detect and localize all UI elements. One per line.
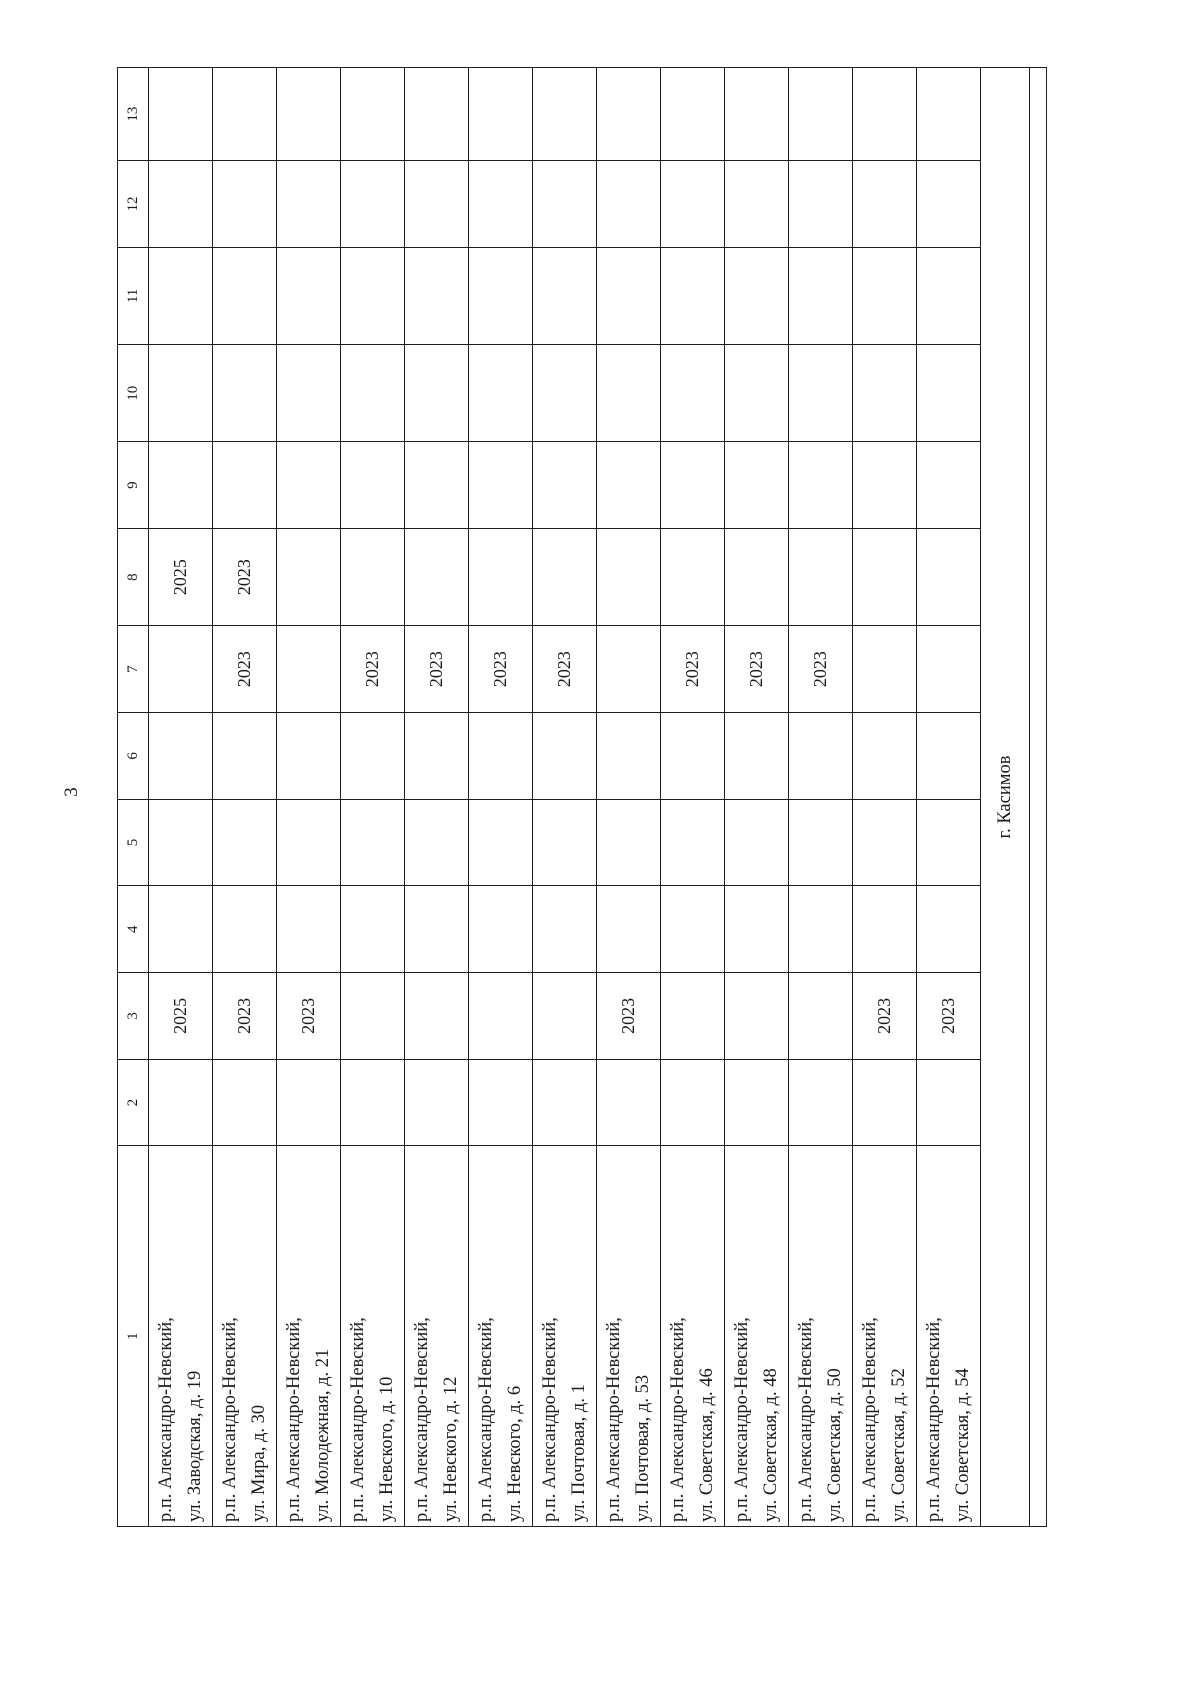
header-cell: 4: [118, 886, 149, 973]
year-cell-c8: [405, 529, 469, 626]
year-cell-c10: [725, 345, 789, 442]
year-cell-c2: [469, 1059, 533, 1146]
address-line-settlement: р.п. Александро-Невский,: [539, 1317, 560, 1522]
year-cell-c12: [405, 161, 469, 248]
year-cell-c10: [789, 345, 853, 442]
table-row: [341, 68, 405, 1527]
year-cell-c7: 2023: [789, 626, 853, 713]
address-cell: [213, 1146, 277, 1527]
year-cell-c8: 2023: [213, 529, 277, 626]
address-cell: [277, 1146, 341, 1527]
empty-row: [1030, 68, 1047, 1527]
address-line-street: ул. Почтовая, д. 53: [632, 1374, 653, 1522]
address-cell: [149, 1146, 213, 1527]
year-cell-c9: [405, 442, 469, 529]
address-line-settlement: р.п. Александро-Невский,: [731, 1317, 752, 1522]
year-cell-c3: 2023: [213, 973, 277, 1060]
year-cell-c8: [597, 529, 661, 626]
year-cell-c12: [853, 161, 917, 248]
year-cell-c7: [917, 626, 981, 713]
address-cell: [341, 1146, 405, 1527]
year-cell-c7: 2023: [725, 626, 789, 713]
table-row: [149, 68, 213, 1527]
year-cell-c12: [469, 161, 533, 248]
section-title: г. Касимов: [981, 68, 1030, 1527]
year-cell-c8: [469, 529, 533, 626]
year-cell-c3: [725, 973, 789, 1060]
year-cell-c12: [341, 161, 405, 248]
year-cell-c6: [853, 712, 917, 799]
schedule-table: [117, 67, 1047, 1527]
address-cell: [853, 1146, 917, 1527]
year-cell-c5: [853, 799, 917, 886]
year-cell-c7: 2023: [661, 626, 725, 713]
address-line-settlement: р.п. Александро-Невский,: [475, 1317, 496, 1522]
table-row: [917, 68, 981, 1527]
address-line-settlement: р.п. Александро-Невский,: [603, 1317, 624, 1522]
year-cell-c13: [277, 68, 341, 161]
table-row: [405, 68, 469, 1527]
year-cell-c9: [213, 442, 277, 529]
table-row: [277, 68, 341, 1527]
year-cell-c7: 2023: [341, 626, 405, 713]
year-cell-c5: [277, 799, 341, 886]
address-line-settlement: р.п. Александро-Невский,: [859, 1317, 880, 1522]
address-line-street: ул. Советская, д. 48: [760, 1368, 781, 1522]
year-cell-c5: [469, 799, 533, 886]
year-cell-c2: [661, 1059, 725, 1146]
year-cell-c6: [661, 712, 725, 799]
year-cell-c9: [661, 442, 725, 529]
header-cell: 7: [118, 626, 149, 713]
year-cell-c10: [533, 345, 597, 442]
address-line-street: ул. Почтовая, д. 1: [568, 1384, 589, 1522]
year-cell-c6: [597, 712, 661, 799]
year-cell-c11: [533, 247, 597, 344]
year-cell-c6: [149, 712, 213, 799]
year-cell-c10: [597, 345, 661, 442]
address-line-settlement: р.п. Александро-Невский,: [411, 1317, 432, 1522]
address-cell: [789, 1146, 853, 1527]
year-cell-c9: [853, 442, 917, 529]
year-cell-c4: [789, 886, 853, 973]
address-line-settlement: р.п. Александро-Невский,: [283, 1317, 304, 1522]
header-cell: 3: [118, 973, 149, 1060]
year-cell-c5: [341, 799, 405, 886]
year-cell-c8: 2025: [149, 529, 213, 626]
year-cell-c5: [149, 799, 213, 886]
year-cell-c11: [789, 247, 853, 344]
header-cell: 12: [118, 161, 149, 248]
year-cell-c4: [277, 886, 341, 973]
year-cell-c12: [789, 161, 853, 248]
address-line-settlement: р.п. Александро-Невский,: [219, 1317, 240, 1522]
address-cell: [533, 1146, 597, 1527]
year-cell-c4: [405, 886, 469, 973]
year-cell-c13: [853, 68, 917, 161]
year-cell-c8: [917, 529, 981, 626]
header-row: [118, 68, 149, 1527]
address-line-street: ул. Невского, д. 10: [376, 1376, 397, 1522]
year-cell-c8: [277, 529, 341, 626]
year-cell-c10: [469, 345, 533, 442]
year-cell-c4: [661, 886, 725, 973]
year-cell-c3: [661, 973, 725, 1060]
table-row: [533, 68, 597, 1527]
year-cell-c10: [341, 345, 405, 442]
year-cell-c6: [213, 712, 277, 799]
year-cell-c4: [341, 886, 405, 973]
year-cell-c10: [277, 345, 341, 442]
year-cell-c7: [277, 626, 341, 713]
address-line-settlement: р.п. Александро-Невский,: [347, 1317, 368, 1522]
year-cell-c3: [789, 973, 853, 1060]
year-cell-c13: [533, 68, 597, 161]
year-cell-c11: [917, 247, 981, 344]
year-cell-c4: [213, 886, 277, 973]
year-cell-c12: [725, 161, 789, 248]
address-line-street: ул. Заводская, д. 19: [184, 1370, 205, 1522]
year-cell-c3: 2023: [853, 973, 917, 1060]
year-cell-c10: [405, 345, 469, 442]
year-cell-c6: [341, 712, 405, 799]
year-cell-c8: [341, 529, 405, 626]
table-row: [597, 68, 661, 1527]
year-cell-c13: [149, 68, 213, 161]
year-cell-c2: [405, 1059, 469, 1146]
address-line-street: ул. Советская, д. 52: [888, 1368, 909, 1522]
year-cell-c11: [341, 247, 405, 344]
year-cell-c11: [213, 247, 277, 344]
year-cell-c10: [853, 345, 917, 442]
year-cell-c2: [853, 1059, 917, 1146]
year-cell-c13: [597, 68, 661, 161]
year-cell-c5: [533, 799, 597, 886]
address-line-street: ул. Невского, д. 6: [504, 1385, 525, 1522]
year-cell-c12: [149, 161, 213, 248]
year-cell-c11: [277, 247, 341, 344]
year-cell-c4: [853, 886, 917, 973]
year-cell-c2: [341, 1059, 405, 1146]
year-cell-c3: 2025: [149, 973, 213, 1060]
year-cell-c8: [789, 529, 853, 626]
year-cell-c4: [917, 886, 981, 973]
year-cell-c10: [213, 345, 277, 442]
year-cell-c7: [149, 626, 213, 713]
year-cell-c2: [533, 1059, 597, 1146]
year-cell-c13: [213, 68, 277, 161]
year-cell-c7: [853, 626, 917, 713]
year-cell-c9: [917, 442, 981, 529]
page-number: 3: [61, 787, 82, 797]
header-cell: 9: [118, 442, 149, 529]
header-cell: 6: [118, 712, 149, 799]
year-cell-c12: [213, 161, 277, 248]
table-row: [661, 68, 725, 1527]
year-cell-c13: [405, 68, 469, 161]
year-cell-c2: [725, 1059, 789, 1146]
year-cell-c10: [149, 345, 213, 442]
empty-cell: [1030, 68, 1047, 1527]
year-cell-c3: 2023: [917, 973, 981, 1060]
year-cell-c6: [533, 712, 597, 799]
year-cell-c8: [725, 529, 789, 626]
year-cell-c13: [917, 68, 981, 161]
year-cell-c9: [469, 442, 533, 529]
year-cell-c3: 2023: [277, 973, 341, 1060]
year-cell-c3: [533, 973, 597, 1060]
year-cell-c2: [149, 1059, 213, 1146]
header-cell: 11: [118, 247, 149, 344]
table-row: [789, 68, 853, 1527]
year-cell-c4: [149, 886, 213, 973]
year-cell-c2: [597, 1059, 661, 1146]
header-cell: 1: [118, 1146, 149, 1527]
year-cell-c2: [277, 1059, 341, 1146]
address-line-settlement: р.п. Александро-Невский,: [155, 1317, 176, 1522]
address-cell: [597, 1146, 661, 1527]
year-cell-c13: [725, 68, 789, 161]
year-cell-c9: [533, 442, 597, 529]
year-cell-c13: [341, 68, 405, 161]
year-cell-c7: 2023: [533, 626, 597, 713]
year-cell-c11: [661, 247, 725, 344]
address-cell: [917, 1146, 981, 1527]
header-cell: 8: [118, 529, 149, 626]
year-cell-c11: [853, 247, 917, 344]
header-cell: 13: [118, 68, 149, 161]
year-cell-c11: [469, 247, 533, 344]
table-container: [117, 67, 1047, 1527]
year-cell-c5: [789, 799, 853, 886]
year-cell-c2: [917, 1059, 981, 1146]
header-cell: 5: [118, 799, 149, 886]
year-cell-c6: [725, 712, 789, 799]
address-cell: [405, 1146, 469, 1527]
year-cell-c2: [789, 1059, 853, 1146]
table-body: [149, 68, 1047, 1527]
year-cell-c8: [661, 529, 725, 626]
year-cell-c7: 2023: [405, 626, 469, 713]
year-cell-c4: [597, 886, 661, 973]
year-cell-c13: [661, 68, 725, 161]
year-cell-c3: [469, 973, 533, 1060]
year-cell-c3: [405, 973, 469, 1060]
year-cell-c10: [661, 345, 725, 442]
year-cell-c5: [661, 799, 725, 886]
year-cell-c6: [917, 712, 981, 799]
year-cell-c9: [789, 442, 853, 529]
year-cell-c9: [725, 442, 789, 529]
year-cell-c3: 2023: [597, 973, 661, 1060]
address-line-settlement: р.п. Александро-Невский,: [923, 1317, 944, 1522]
address-cell: [725, 1146, 789, 1527]
address-cell: [469, 1146, 533, 1527]
address-line-settlement: р.п. Александро-Невский,: [667, 1317, 688, 1522]
year-cell-c10: [917, 345, 981, 442]
year-cell-c5: [213, 799, 277, 886]
year-cell-c12: [597, 161, 661, 248]
address-line-street: ул. Советская, д. 50: [824, 1368, 845, 1522]
address-line-street: ул. Мира, д. 30: [248, 1404, 269, 1522]
year-cell-c6: [405, 712, 469, 799]
section-row: [981, 68, 1030, 1527]
header-cell: 10: [118, 345, 149, 442]
year-cell-c12: [661, 161, 725, 248]
header-cell: 2: [118, 1059, 149, 1146]
year-cell-c13: [789, 68, 853, 161]
year-cell-c5: [917, 799, 981, 886]
address-line-street: ул. Невского, д. 12: [440, 1376, 461, 1522]
year-cell-c8: [853, 529, 917, 626]
year-cell-c7: [597, 626, 661, 713]
year-cell-c12: [533, 161, 597, 248]
table-row: [853, 68, 917, 1527]
year-cell-c5: [597, 799, 661, 886]
year-cell-c9: [597, 442, 661, 529]
year-cell-c5: [405, 799, 469, 886]
year-cell-c7: 2023: [213, 626, 277, 713]
year-cell-c4: [725, 886, 789, 973]
year-cell-c3: [341, 973, 405, 1060]
year-cell-c8: [533, 529, 597, 626]
year-cell-c4: [533, 886, 597, 973]
year-cell-c9: [149, 442, 213, 529]
year-cell-c5: [725, 799, 789, 886]
year-cell-c6: [277, 712, 341, 799]
year-cell-c2: [213, 1059, 277, 1146]
year-cell-c7: 2023: [469, 626, 533, 713]
year-cell-c11: [405, 247, 469, 344]
year-cell-c4: [469, 886, 533, 973]
address-cell: [661, 1146, 725, 1527]
year-cell-c12: [917, 161, 981, 248]
address-line-street: ул. Советская, д. 54: [952, 1368, 973, 1522]
table-row: [725, 68, 789, 1527]
table-row: [469, 68, 533, 1527]
year-cell-c9: [341, 442, 405, 529]
year-cell-c9: [277, 442, 341, 529]
year-cell-c12: [277, 161, 341, 248]
address-line-street: ул. Молодежная, д. 21: [312, 1348, 333, 1522]
year-cell-c13: [469, 68, 533, 161]
year-cell-c6: [789, 712, 853, 799]
year-cell-c11: [597, 247, 661, 344]
address-line-street: ул. Советская, д. 46: [696, 1368, 717, 1522]
year-cell-c6: [469, 712, 533, 799]
year-cell-c11: [149, 247, 213, 344]
address-line-settlement: р.п. Александро-Невский,: [795, 1317, 816, 1522]
table-row: [213, 68, 277, 1527]
year-cell-c11: [725, 247, 789, 344]
